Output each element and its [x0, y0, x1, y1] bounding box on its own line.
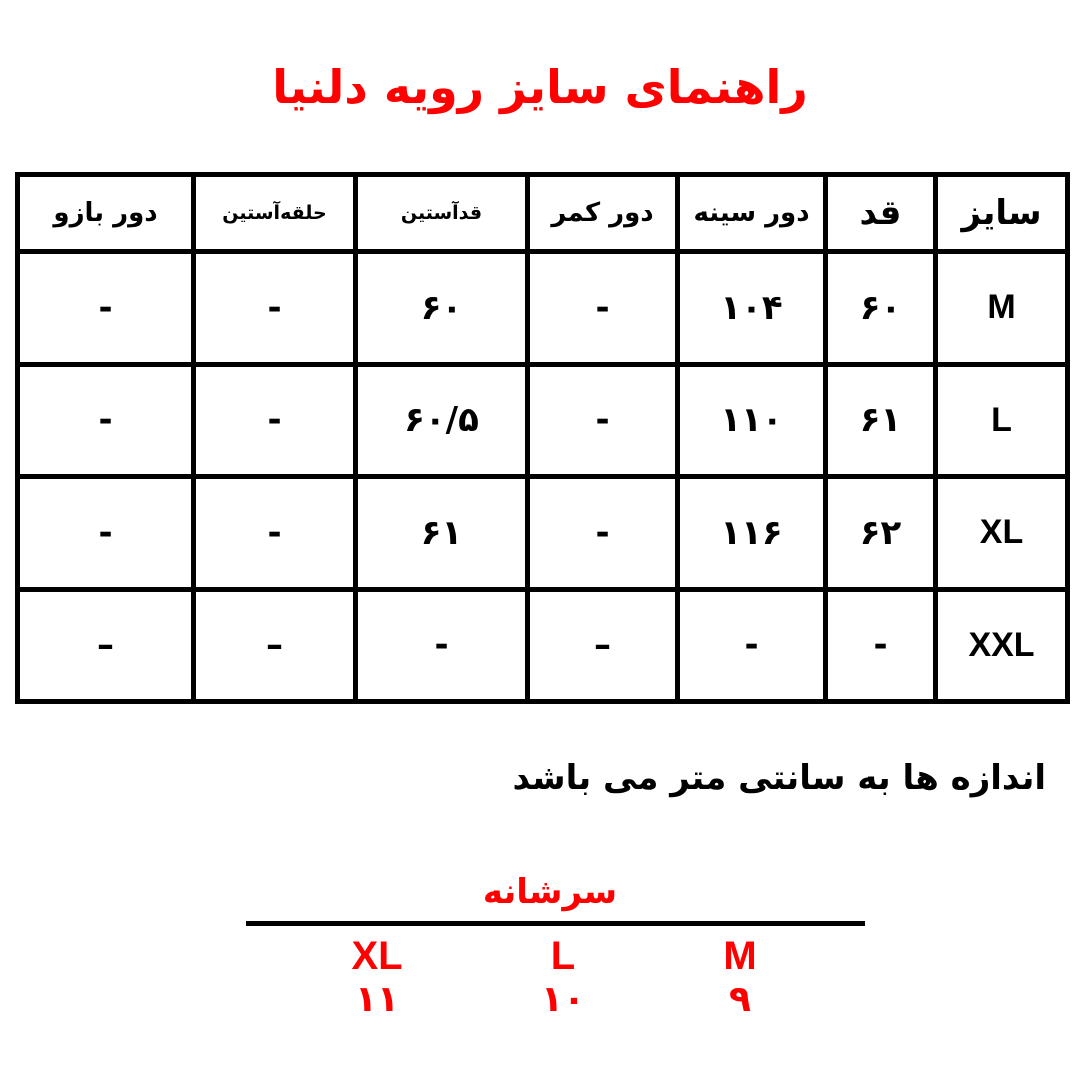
shoulder-size-value: ۱۰ [541, 979, 585, 1020]
table-row [18, 364, 1068, 477]
cell-chest: - [678, 589, 826, 702]
cell-armhole: – [194, 589, 356, 702]
cell-length: - [826, 589, 936, 702]
cell-waist: - [528, 477, 678, 590]
shoulder-size-value: ۹ [729, 979, 751, 1020]
shoulder-size-label: L [550, 934, 576, 978]
cell-waist: – [528, 589, 678, 702]
shoulder-divider [246, 921, 865, 926]
cell-arm-circumference: - [18, 477, 194, 590]
cell-size: XL [936, 477, 1068, 590]
cell-length: ۶۰ [826, 252, 936, 365]
shoulder-column-l [503, 934, 623, 1022]
cell-sleeve-length: ۶۱ [356, 477, 528, 590]
cell-size: M [936, 252, 1068, 365]
header-chest: دور سینه [678, 175, 826, 252]
size-table [15, 172, 1070, 704]
cell-sleeve-length: - [356, 589, 528, 702]
cell-sleeve-length: ۶۰/۵ [356, 364, 528, 477]
cell-sleeve-length: ۶۰ [356, 252, 528, 365]
cell-waist: - [528, 364, 678, 477]
cell-chest: ۱۰۴ [678, 252, 826, 365]
shoulder-size-value: ۱۱ [355, 979, 399, 1020]
cell-arm-circumference: – [18, 589, 194, 702]
cell-length: ۶۱ [826, 364, 936, 477]
table-row [18, 589, 1068, 702]
shoulder-size-label: M [723, 934, 757, 978]
shoulder-column-m [680, 934, 800, 1022]
cell-arm-circumference: - [18, 252, 194, 365]
cell-arm-circumference: - [18, 364, 194, 477]
cell-chest: ۱۱۶ [678, 477, 826, 590]
table-row [18, 477, 1068, 590]
cell-size: XXL [936, 589, 1068, 702]
header-arm-circumference: دور بازو [18, 175, 194, 252]
table-row [18, 252, 1068, 365]
table-header-row [18, 175, 1068, 252]
header-armhole: حلقه‌آستین [194, 175, 356, 252]
cell-waist: - [528, 252, 678, 365]
header-size: سایز [936, 175, 1068, 252]
header-waist: دور کمر [528, 175, 678, 252]
cell-armhole: - [194, 364, 356, 477]
cell-armhole: - [194, 477, 356, 590]
cell-length: ۶۲ [826, 477, 936, 590]
units-note: اندازه ها به سانتی متر می باشد [512, 758, 1046, 798]
cell-armhole: - [194, 252, 356, 365]
shoulder-title: سرشانه [482, 872, 618, 912]
shoulder-column-xl [317, 934, 437, 1022]
header-sleeve-length: قدآستین [356, 175, 528, 252]
header-length: قد [826, 175, 936, 252]
cell-size: L [936, 364, 1068, 477]
page-title: راهنمای سایز رویه دلنیا [272, 60, 808, 114]
cell-chest: ۱۱۰ [678, 364, 826, 477]
shoulder-size-label: XL [351, 934, 403, 978]
